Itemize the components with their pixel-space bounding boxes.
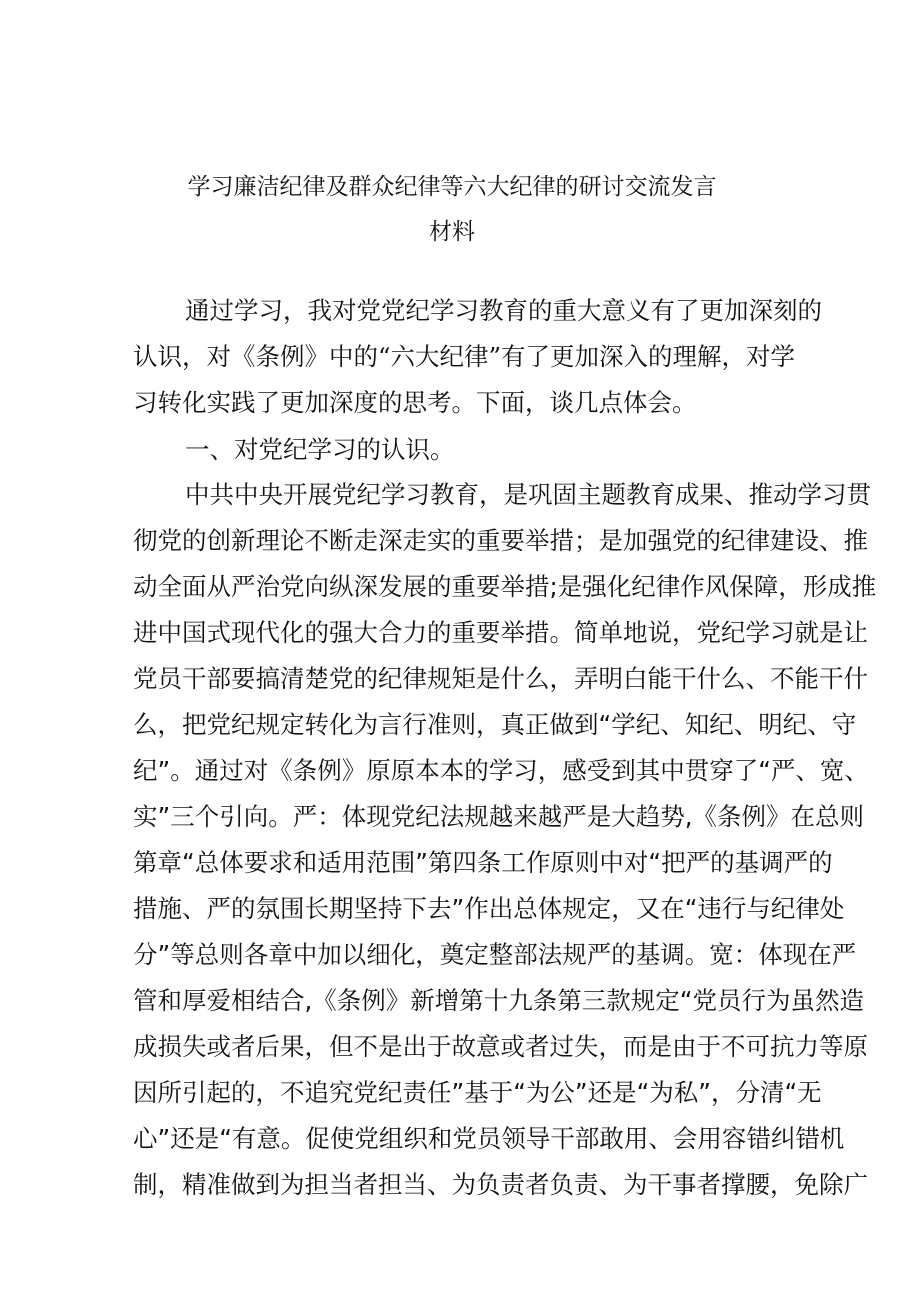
- body-paragraph-line: 因所引起的，不追究党纪责任”基于“为公”还是“为私”，分清“无: [133, 1078, 822, 1107]
- body-paragraph-line: 第章“总体要求和适用范围”第四条工作原则中对“把严的基调严的: [133, 848, 833, 877]
- intro-paragraph-line: 认识，对《条例》中的“六大纪律”有了更加深入的理解，对学: [133, 342, 796, 371]
- document-title-line-2: 材料: [429, 219, 475, 245]
- body-paragraph-line: 实”三个引向。严：体现党纪法规越来越严是大趋势,《条例》在总则: [133, 802, 864, 831]
- body-paragraph-line: 制，精准做到为担当者担当、为负责者负责、为干事者撑腰，免除广: [133, 1170, 868, 1199]
- body-paragraph-line: 进中国式现代化的强大合力的重要举措。简单地说，党纪学习就是让: [133, 618, 868, 647]
- body-paragraph-line: 党员干部要搞清楚党的纪律规矩是什么，弄明白能干什么、不能干什: [133, 664, 868, 693]
- intro-paragraph-line: 通过学习，我对党党纪学习教育的重大意义有了更加深刻的: [185, 296, 822, 325]
- body-paragraph-line: 么，把党纪规定转化为言行准则，真正做到“学纪、知纪、明纪、守: [133, 710, 857, 739]
- body-paragraph-line: 成损失或者后果，但不是出于故意或者过失，而是由于不可抗力等原: [133, 1032, 868, 1061]
- section-heading: 一、对党纪学习的认识。: [185, 435, 455, 464]
- body-paragraph-line: 中共中央开展党纪学习教育，是巩固主题教育成果、推动学习贯: [185, 480, 871, 509]
- body-paragraph-line: 动全面从严治党向纵深发展的重要举措;是强化纪律作风保障，形成推: [133, 572, 877, 601]
- body-paragraph-line: 纪”。通过对《条例》原原本本的学习，感受到其中贯穿了“严、宽、: [133, 756, 869, 785]
- document-title-line-1: 学习廉洁纪律及群众纪律等六大纪律的研讨交流发言: [187, 174, 717, 200]
- intro-paragraph-line: 习转化实践了更加深度的思考。下面，谈几点体会。: [133, 388, 697, 417]
- body-paragraph-line: 分”等总则各章中加以细化，奠定整部法规严的基调。宽：体现在严: [133, 940, 857, 969]
- body-paragraph-line: 措施、严的氛围长期坚持下去”作出总体规定，又在“违行与纪律处: [133, 894, 845, 923]
- body-paragraph-line: 管和厚爱相结合,《条例》新增第十九条第三款规定“党员行为虽然造: [133, 986, 864, 1015]
- body-paragraph-line: 心”还是“有意。促使党组织和党员领导干部敢用、会用容错纠错机: [133, 1124, 845, 1153]
- body-paragraph-line: 彻党的创新理论不断走深走实的重要举措；是加强党的纪律建设、推: [133, 526, 868, 555]
